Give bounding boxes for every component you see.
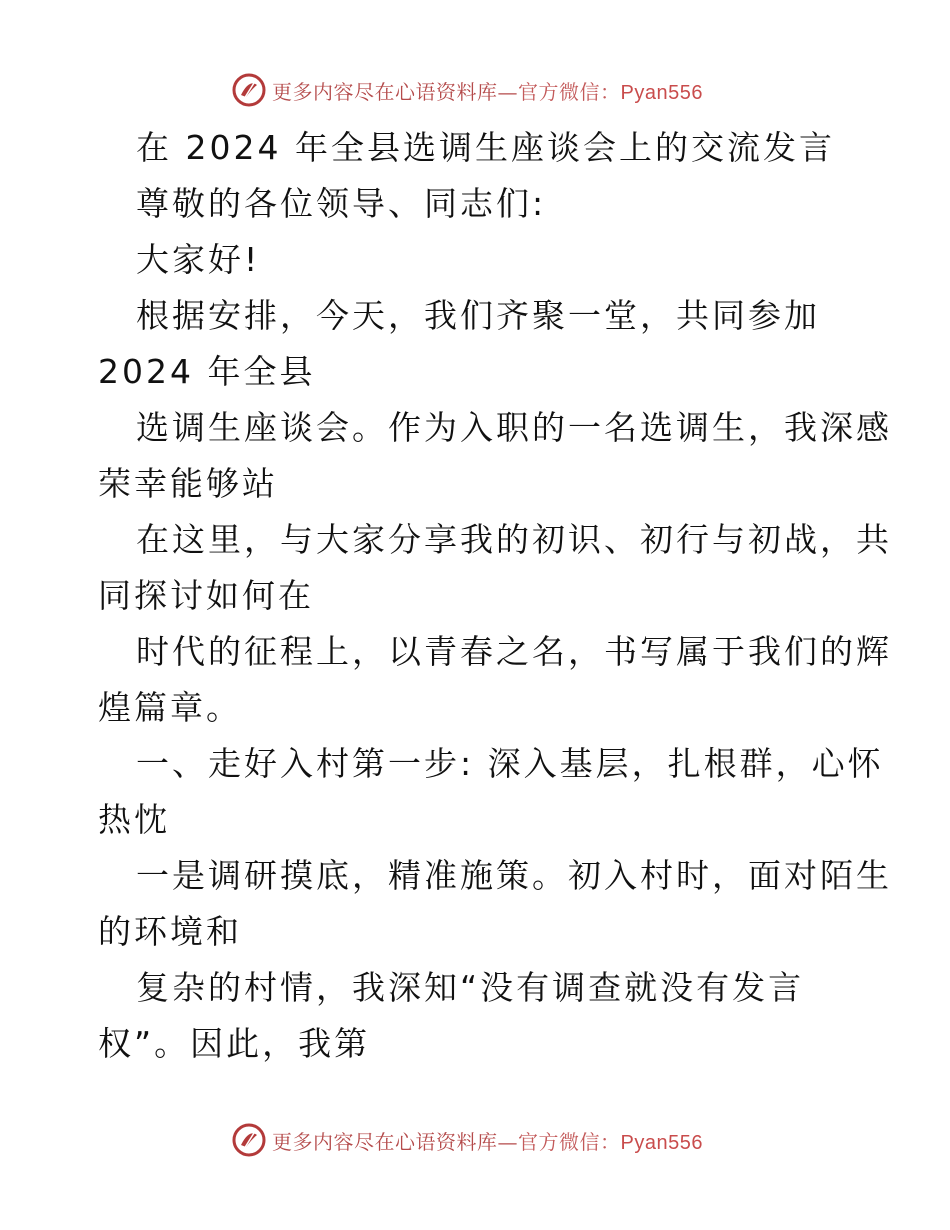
paragraph-line: 在这里，与大家分享我的初识、初行与初战，共 [136,520,892,559]
paragraph-line: 权”。因此，我第 [98,1024,371,1063]
paragraph-line: 复杂的村情，我深知“没有调查就没有发言 [136,968,805,1007]
salutation: 尊敬的各位领导、同志们: [136,184,547,223]
watermark-text [272,1126,703,1155]
watermark-main-text: 更多内容尽在心语资料库— [272,79,518,104]
paragraph-line: 选调生座谈会。作为入职的一名选调生，我深感 [136,408,892,447]
paragraph-line: 煌篇章。 [98,688,242,727]
logo-icon [232,1123,266,1157]
paragraph-line: 荣幸能够站 [98,464,278,503]
logo-icon [232,73,266,107]
footer-watermark [0,1120,950,1160]
greeting: 大家好! [136,240,261,279]
section-heading: 一、走好入村第一步: 深入基层，扎根群，心怀 [136,744,884,783]
watermark-banner [232,1122,703,1158]
watermark-wechat-id: Pyan556 [620,81,703,104]
watermark-wechat-id: Pyan556 [620,1131,703,1154]
paragraph-line: 时代的征程上，以青春之名，书写属于我们的辉 [136,632,892,671]
header-watermark [0,70,950,110]
watermark-main-text: 更多内容尽在心语资料库— [272,1129,518,1154]
section-heading-continued: 热忱 [98,800,170,839]
watermark-wechat-label: 官方微信： [518,1129,621,1154]
watermark-text [272,76,703,105]
watermark-banner [232,72,703,108]
paragraph-line: 2024 年全县 [98,352,316,391]
paragraph-line: 根据安排，今天，我们齐聚一堂，共同参加 [136,296,820,335]
document-title: 在 2024 年全县选调生座谈会上的交流发言 [136,128,835,167]
paragraph-line: 同探讨如何在 [98,576,314,615]
paragraph-line: 一是调研摸底，精准施策。初入村时，面对陌生 [136,856,892,895]
paragraph-line: 的环境和 [98,912,242,951]
watermark-wechat-label: 官方微信： [518,79,621,104]
